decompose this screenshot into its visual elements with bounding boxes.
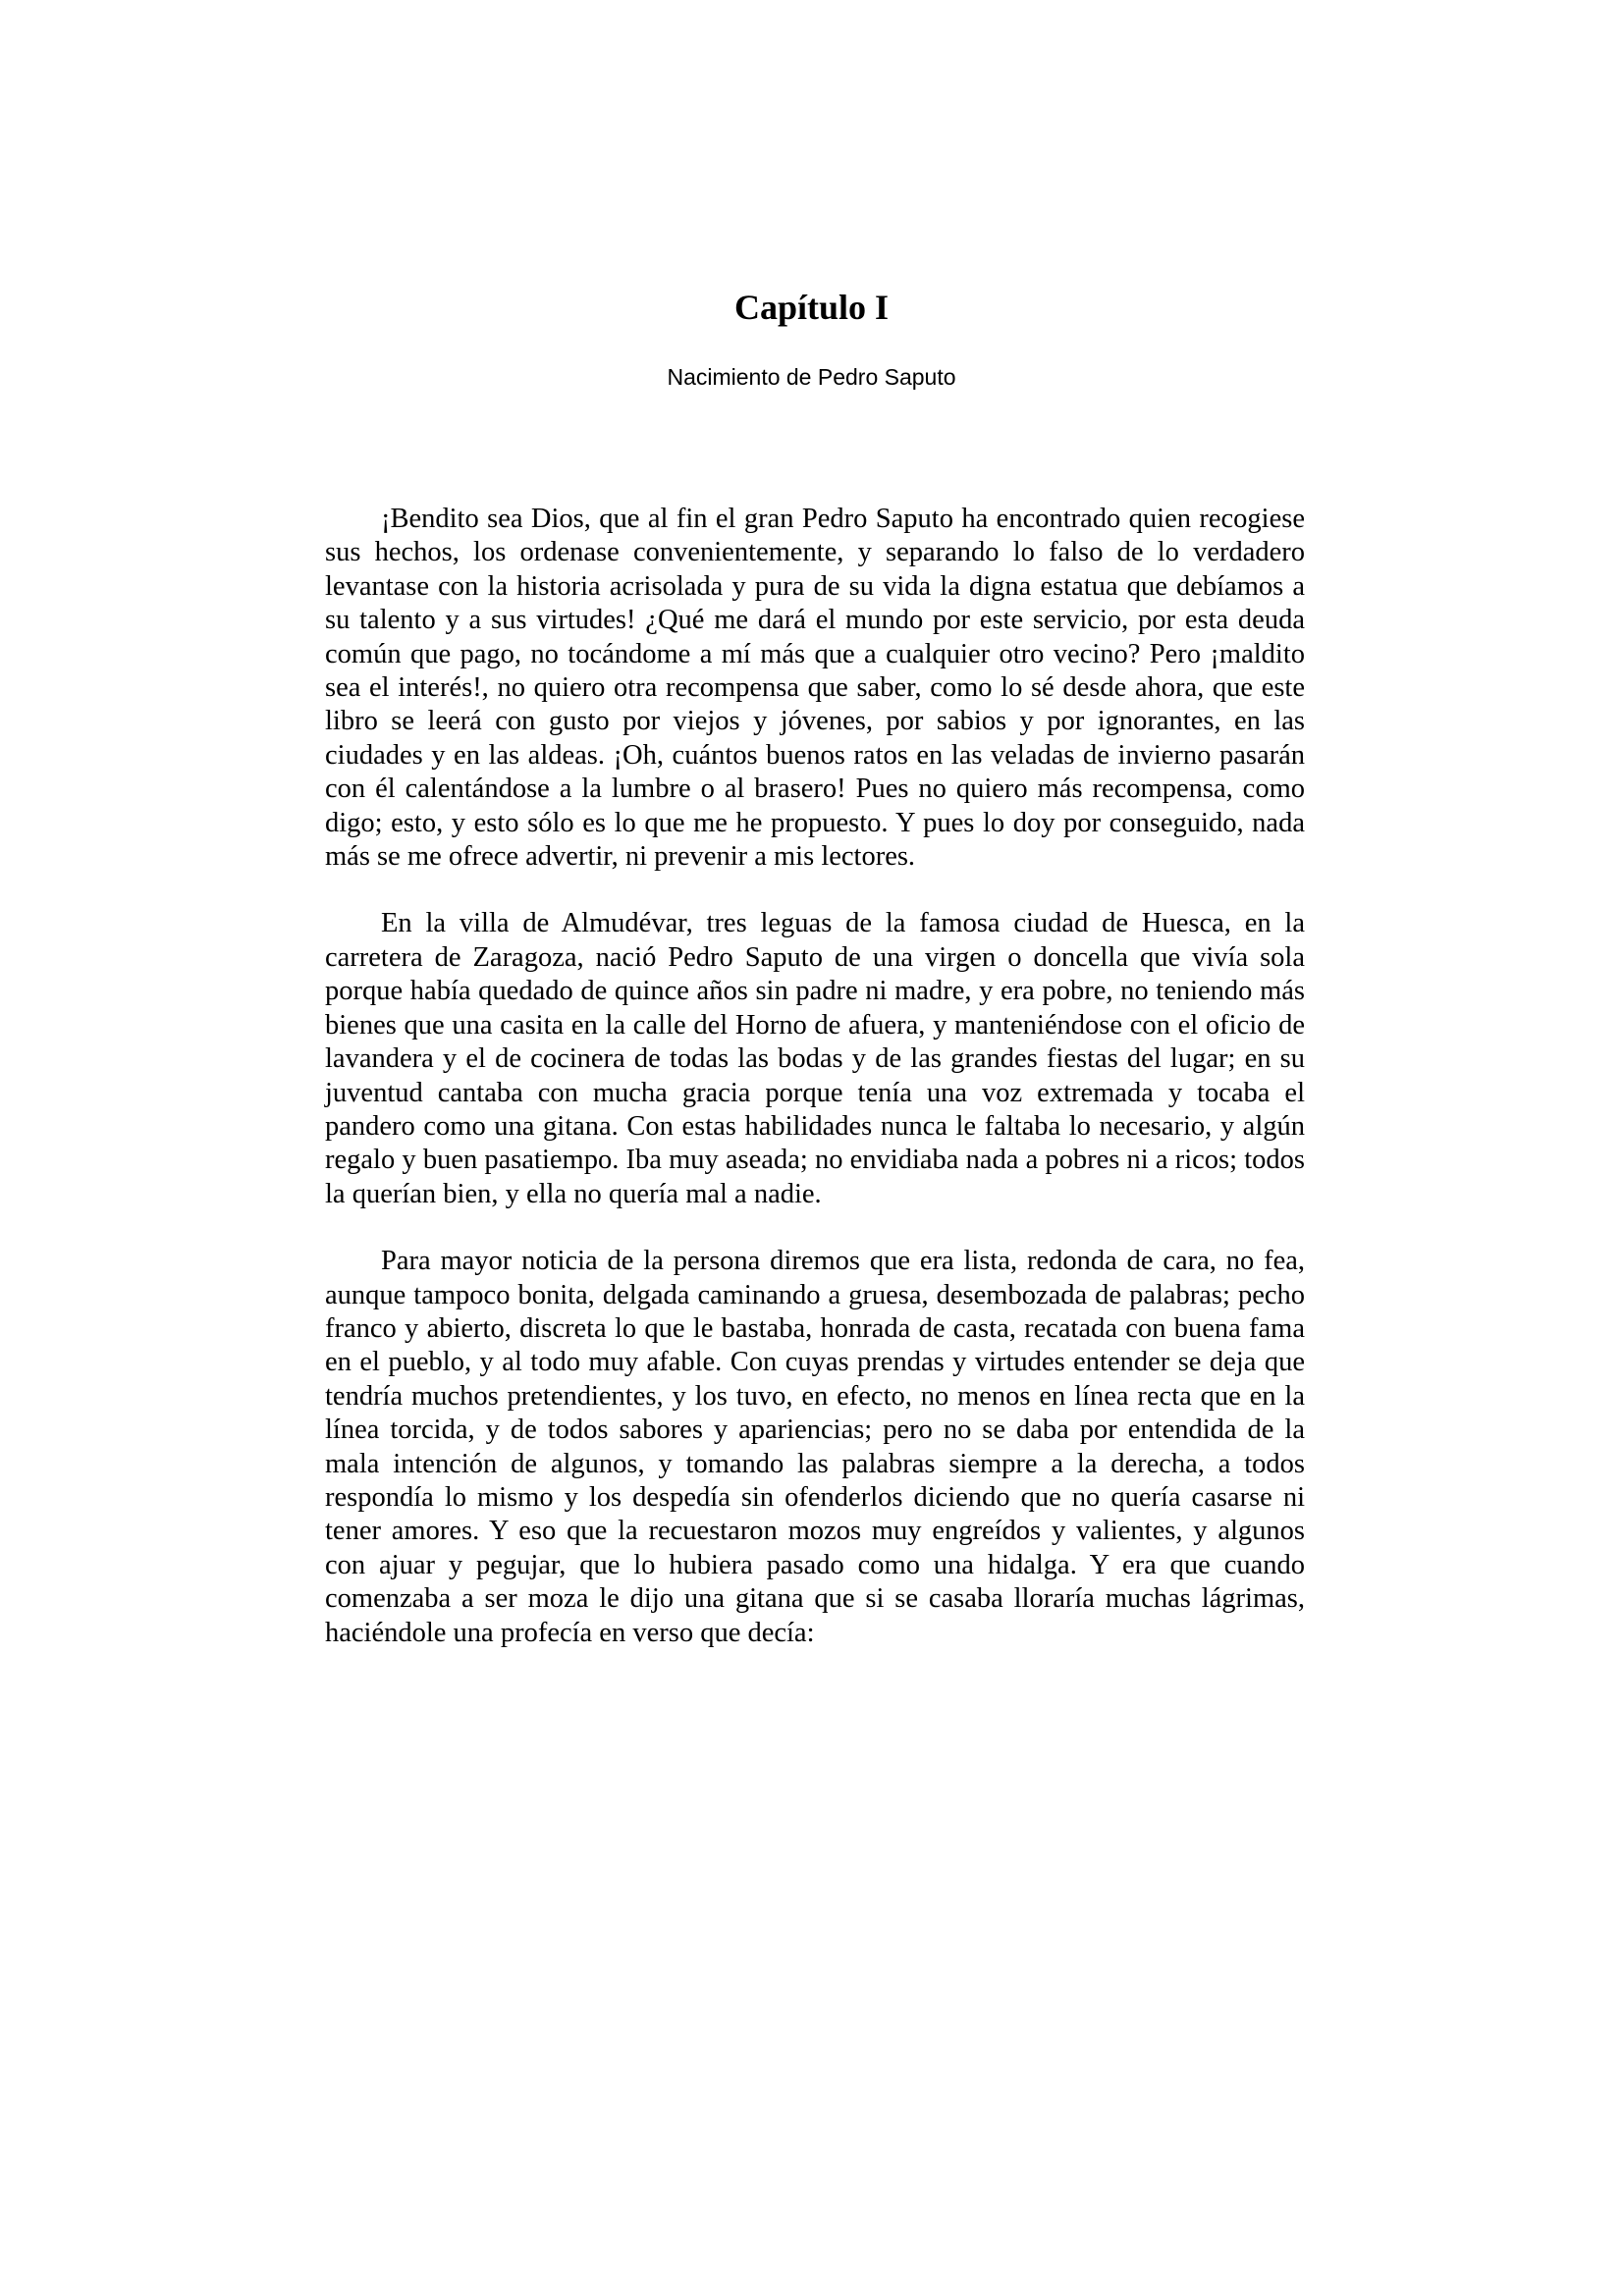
paragraph: ¡Bendito sea Dios, que al fin el gran Pedro Saputo ha encontrado quien recogiese sus hechos, los ordenase convenientemente, y separando lo falso de lo verdadero levantase con la historia acrisolada y pura de su vida la digna estatua que debíamos a su talento y a sus virtudes! ¿Qué me dará el mundo por este servicio, por esta deuda común que pago, no tocándome a mí más que a cualquier otro vecino? Pero ¡maldito sea el interés!, no quiero otra recompensa que saber, como lo sé desde ahora, que este libro se leerá con gusto por viejos y jóvenes, por sabios y por ignorantes, en las ciudades y en las aldeas. ¡Oh, cuántos buenos ratos en las veladas de invierno pasarán con él calentándose a la lumbre o al brasero! Pues no quiero más recompensa, como digo; esto, y esto sólo es lo que me he propuesto. Y pues lo doy por conseguido, nada más se me ofrece advertir, ni prevenir a mis lectores. bbox=[325, 504, 1305, 873]
paragraph: Para mayor noticia de la persona diremos que era lista, redonda de cara, no fea, aunque tampoco bonita, delgada caminando a gruesa, desembozada de palabras; pecho franco y abierto, discreta lo que le bastaba, honrada de casta, recatada con buena fama en el pueblo, y al todo muy afable. Con cuyas prendas y virtudes entender se deja que tendría muchos pretendientes, y los tuvo, en efecto, no menos en línea recta que en la línea torcida, y de todos sabores y apariencias; pero no se daba por entendida de la mala intención de algunos, y tomando las palabras siempre a la derecha, a todos respondía lo mismo y los despedía sin ofenderlos diciendo que no quería casarse ni tener amores. Y eso que la recuestaron mozos muy engreídos y valientes, y algunos con ajuar y pegujar, que lo hubiera pasado como una hidalga. Y era que cuando comenzaba a ser moza le dijo una gitana que si se casaba lloraría muchas lágrimas, haciéndole una profecía en verso que decía: bbox=[325, 1246, 1305, 1648]
chapter-subtitle: Nacimiento de Pedro Saputo bbox=[667, 364, 956, 390]
chapter-title: Capítulo I bbox=[733, 288, 890, 327]
body-text bbox=[325, 503, 1305, 1683]
paragraph: En la villa de Almudévar, tres leguas de la famosa ciudad de Huesca, en la carretera de Zaragoza, nació Pedro Saputo de una virgen o doncella que vivía sola porque había quedado de quince años sin padre ni madre, y era pobre, no teniendo más bienes que una casita en la calle del Horno de afuera, y manteniéndose con el oficio de lavandera y el de cocinera de todas las bodas y de las grandes fiestas del lugar; en su juventud cantaba con mucha gracia porque tenía una voz extremada y tocaba el pandero como una gitana. Con estas habilidades nunca le faltaba lo necesario, y algún regalo y buen pasatiempo. Iba muy aseada; no envidiaba nada a pobres ni a ricos; todos la querían bien, y ella no quería mal a nadie. bbox=[325, 908, 1305, 1209]
